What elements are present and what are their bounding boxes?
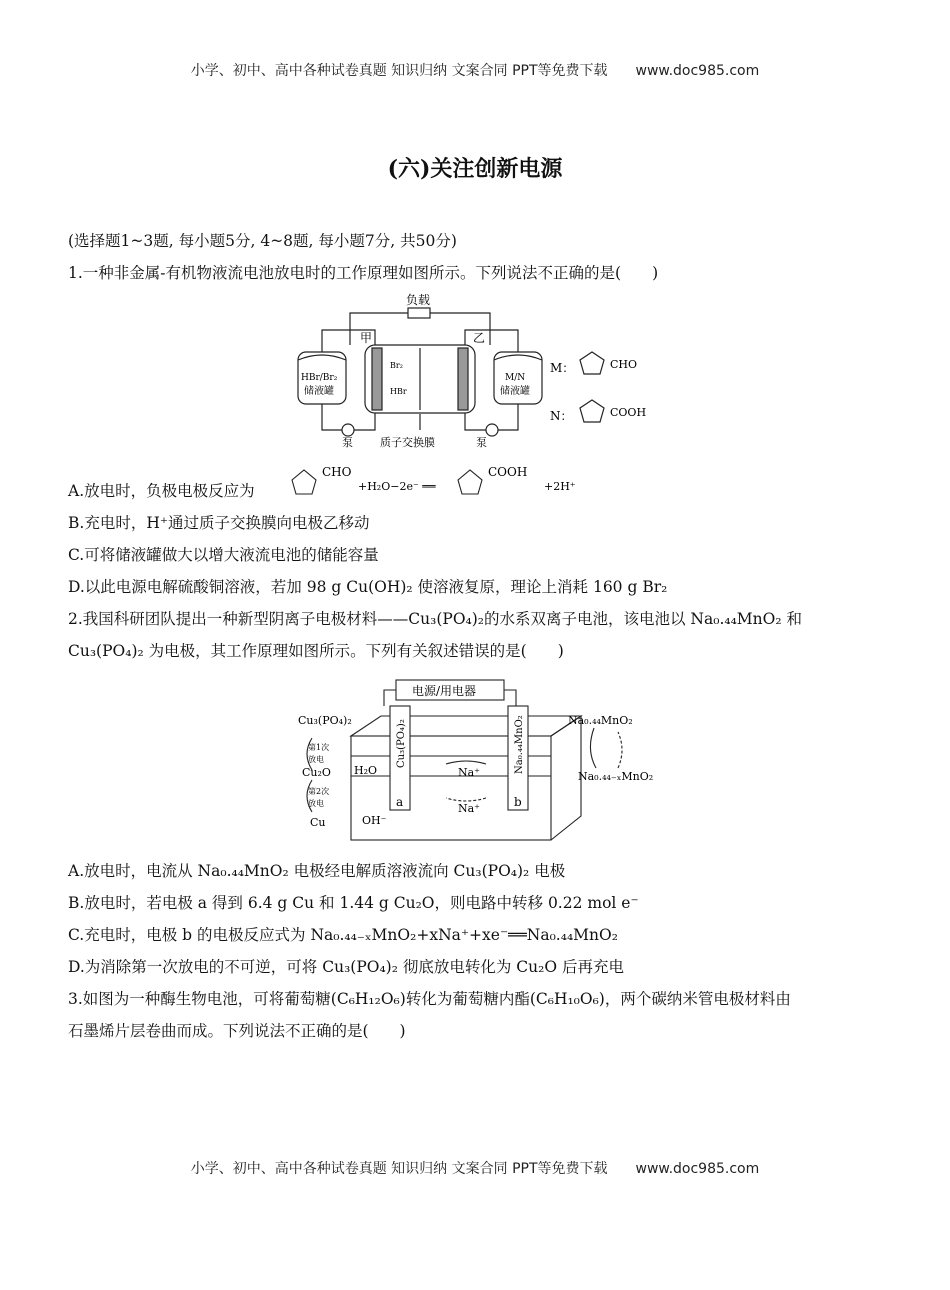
product-group: COOH [488,465,528,479]
hbr-label: HBr [390,387,407,396]
electrode-a-label: a [396,795,404,809]
na-ion-top: Na⁺ [458,766,480,779]
q2-figure [296,676,666,846]
q1-option-a-mid: +H₂O−2e⁻ ══ [358,480,436,493]
right-tank-content: M/N [505,373,526,383]
footer-text: 小学、初中、高中各种试卷真题 知识归纳 文案合同 PPT等免费下载 [190,1161,608,1177]
q3-stem-2: 石墨烯片层卷曲而成。下列说法不正确的是( ) [68,1022,406,1040]
page-footer [0,1158,950,1178]
electrode-jia: 甲 [360,331,373,345]
q1-option-a-prefix: A.放电时，负极电极反应为 [68,482,255,500]
page-header [0,60,950,80]
first-discharge-1: 第1次 [308,743,330,752]
power-source-label: 电源/用电器 [412,684,477,698]
q2-stem-2: Cu₃(PO₄)₂ 为电极，其工作原理如图所示。下列有关叙述错误的是( ) [68,642,564,660]
cu-label: Cu [310,816,326,829]
q1-option-d: D.以此电源电解硫酸铜溶液，若加 98 g Cu(OH)₂ 使溶液复原，理论上消耗 160 g Br₂ [68,578,668,596]
first-discharge-2: 放电 [308,755,324,764]
membrane-label: 质子交换膜 [380,436,435,449]
electrode-b-label: b [514,795,522,809]
intro-note: (选择题1~3题, 每小题5分, 4~8题, 每小题7分, 共50分) [68,232,457,250]
q1-option-c: C.可将储液罐做大以增大液流电池的储能容量 [68,546,379,564]
br2-label: Br₂ [390,361,403,370]
left-tank-label: 储液罐 [304,386,334,397]
cu2o-label: Cu₂O [302,766,331,779]
right-bottom-species: Na₀.₄₄₋ₓMnO₂ [578,770,654,783]
right-tank-label: 储液罐 [500,386,530,397]
header-text: 小学、初中、高中各种试卷真题 知识归纳 文案合同 PPT等免费下载 [190,63,608,79]
q1-figure [280,290,680,450]
n-label: N： [550,409,573,423]
header-site[interactable]: www.doc985.com [635,63,760,79]
cu3po4-top: Cu₃(PO₄)₂ [298,714,352,727]
page-title: (六)关注创新电源 [387,156,563,182]
q1-option-b: B.充电时，H⁺通过质子交换膜向电极乙移动 [68,514,370,532]
right-top-species: Na₀.₄₄MnO₂ [568,714,633,727]
left-tank-content: HBr/Br₂ [301,373,338,383]
load-label: 负载 [406,293,431,307]
q2-stem-1: 2.我国科研团队提出一种新型阴离子电极材料——Cu₃(PO₄)₂的水系双离子电池，该电池以 Na₀.₄₄MnO₂ 和 [68,610,803,628]
q2-option-c: C.充电时，电极 b 的电极反应式为 Na₀.₄₄₋ₓMnO₂+xNa⁺+xe⁻══Na₀.₄₄MnO₂ [68,926,618,944]
second-discharge-1: 第2次 [308,787,330,796]
m-label: M： [550,361,575,375]
footer-site[interactable]: www.doc985.com [635,1161,760,1177]
q2-option-a: A.放电时，电流从 Na₀.₄₄MnO₂ 电极经电解质溶液流向 Cu₃(PO₄)₂ 电极 [68,862,566,880]
second-discharge-2: 放电 [308,799,324,808]
electrode-a-material: Cu₃(PO₄)₂ [396,719,407,768]
n-group: COOH [610,406,647,419]
q1-option-a-molecules [286,458,606,500]
q2-option-d: D.为消除第一次放电的不可逆，可将 Cu₃(PO₄)₂ 彻底放电转化为 Cu₂O 后再充电 [68,958,624,976]
q1-option-a-suffix: +2H⁺ [544,480,576,493]
q2-option-b: B.放电时，若电极 a 得到 6.4 g Cu 和 1.44 g Cu₂O，则电路中转移 0.22 mol e⁻ [68,894,639,912]
pump-left: 泵 [342,436,353,449]
reactant-group: CHO [322,465,352,479]
electrode-yi: 乙 [473,331,486,345]
oh-label: OH⁻ [362,814,387,827]
m-group: CHO [610,358,638,371]
q1-stem: 1.一种非金属-有机物液流电池放电时的工作原理如图所示。下列说法不正确的是( ) [68,264,659,282]
pump-right: 泵 [476,436,487,449]
na-ion-bottom: Na⁺ [458,802,480,815]
q3-stem-1: 3.如图为一种酶生物电池，可将葡萄糖(C₆H₁₂O₆)转化为葡萄糖内酯(C₆H₁₀O₆)，两个碳纳米管电极材料由 [68,990,791,1008]
electrode-b-material: Na₀.₄₄MnO₂ [514,715,525,774]
h2o-label: H₂O [354,764,378,777]
